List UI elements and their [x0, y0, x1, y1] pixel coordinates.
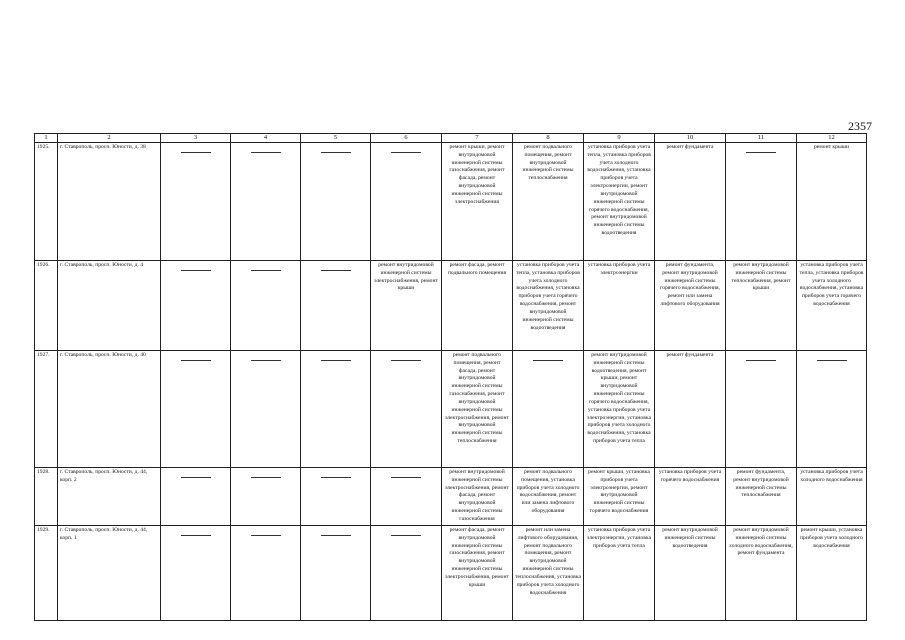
address-cell: г. Ставрополь, просп. Юности, д. 40	[58, 351, 161, 468]
dash-mark	[321, 270, 351, 271]
work-cell: ремонт подвального помещения, ремонт фасада, ремонт внутридомовой инженерной системы газоснабжения, ремонт внутридомовой инженерной системы электроснабжения, ремонт внутридомовой инженерной системы теплоснабжения	[442, 351, 513, 468]
dash-mark	[533, 360, 563, 361]
column-number: 12	[797, 134, 867, 143]
empty-cell	[301, 526, 371, 621]
work-cell: установка приборов учета электроэнергии	[584, 261, 655, 351]
work-cell: ремонт внутридомовой инженерной системы электроснабжения, ремонт крыши	[371, 261, 442, 351]
dash-mark	[321, 360, 351, 361]
empty-cell	[231, 526, 301, 621]
work-cell: ремонт крыши, ремонт внутридомовой инженерной системы газоснабжения, ремонт фасада, ремонт внутридомовой инженерной системы электроснабжения	[442, 143, 513, 261]
column-number: 7	[442, 134, 513, 143]
empty-cell	[231, 261, 301, 351]
work-schedule-table	[34, 133, 867, 621]
dash-mark	[321, 535, 351, 536]
dash-mark	[251, 535, 281, 536]
table-row	[35, 261, 867, 351]
empty-cell	[371, 351, 442, 468]
work-cell: ремонт внутридомовой инженерной системы электроснабжения, ремонт фасада, ремонт внутридомовой инженерной системы газоснабжения	[442, 468, 513, 526]
empty-cell	[797, 351, 867, 468]
dash-mark	[321, 152, 351, 153]
dash-mark	[746, 152, 776, 153]
work-cell: установка приборов учета тепла, установка приборов учета холодного водоснабжения, установка приборов учета электроэнергии, ремонт внутридомовой инженерной системы горячего водоснабжения, ремонт внутридомовой инженерной системы водоотведения	[584, 143, 655, 261]
table-row	[35, 468, 867, 526]
address-cell: г. Ставрополь, просп. Юности, д. 44, корп. 1	[58, 526, 161, 621]
dash-mark	[391, 535, 421, 536]
dash-mark	[251, 360, 281, 361]
dash-mark	[181, 360, 211, 361]
column-number: 11	[726, 134, 797, 143]
dash-mark	[251, 152, 281, 153]
empty-cell	[231, 143, 301, 261]
dash-mark	[181, 270, 211, 271]
work-cell: ремонт внутридомовой инженерной системы водоотведения	[655, 526, 726, 621]
empty-cell	[161, 143, 231, 261]
empty-cell	[301, 468, 371, 526]
column-number: 3	[161, 134, 231, 143]
empty-cell	[301, 143, 371, 261]
work-cell: ремонт фундамента, ремонт внутридомовой инженерной системы горячего водоснабжения, ремонт или замена лифтового оборудования	[655, 261, 726, 351]
empty-cell	[301, 351, 371, 468]
work-cell: установка приборов учета тепла, установка приборов учета холодного водоснабжения, установка приборов учета горячего водоснабжения	[797, 261, 867, 351]
dash-mark	[181, 535, 211, 536]
dash-mark	[181, 152, 211, 153]
work-cell: ремонт внутридомовой инженерной системы водоотведения, ремонт крыши, ремонт внутридомовой инженерной системы горячего водоснабжения, установка приборов учета электроэнергии, установка приборов учета холодного водоснабжения, установка приборов учета тепла	[584, 351, 655, 468]
empty-cell	[726, 143, 797, 261]
dash-mark	[391, 360, 421, 361]
column-number: 1	[35, 134, 58, 143]
address-cell: г. Ставрополь, просп. Юности, д. 4	[58, 261, 161, 351]
column-number: 4	[231, 134, 301, 143]
work-cell: установка приборов учета горячего водоснабжения	[655, 468, 726, 526]
work-cell: ремонт фундамента	[655, 143, 726, 261]
work-cell: ремонт фасада, ремонт подвального помещения	[442, 261, 513, 351]
row-number: 1927.	[35, 351, 58, 468]
address-cell: г. Ставрополь, просп. Юности, д. 38	[58, 143, 161, 261]
row-number: 1929.	[35, 526, 58, 621]
dash-mark	[321, 477, 351, 478]
work-cell: установка приборов учета электроэнергии, установка приборов учета тепла	[584, 526, 655, 621]
column-number: 10	[655, 134, 726, 143]
dash-mark	[391, 477, 421, 478]
dash-mark	[251, 270, 281, 271]
work-cell: ремонт подвального помещения, ремонт внутридомовой инженерной системы теплоснабжения	[513, 143, 584, 261]
dash-mark	[817, 360, 847, 361]
dash-mark	[391, 152, 421, 153]
row-number: 1928.	[35, 468, 58, 526]
table-row	[35, 351, 867, 468]
empty-cell	[161, 351, 231, 468]
work-cell: ремонт фундамента, ремонт внутридомовой инженерной системы теплоснабжения	[726, 468, 797, 526]
dash-mark	[746, 360, 776, 361]
empty-cell	[161, 526, 231, 621]
empty-cell	[161, 468, 231, 526]
column-number: 8	[513, 134, 584, 143]
column-number: 9	[584, 134, 655, 143]
address-cell: г. Ставрополь, просп. Юности, д. 44, корп. 2	[58, 468, 161, 526]
page-number: 2357	[848, 119, 872, 133]
work-cell: ремонт или замена лифтового оборудования, ремонт подвального помещения, ремонт внутридомовой инженерной системы теплоснабжения, установка приборов учета холодного водоснабжения	[513, 526, 584, 621]
work-cell: ремонт внутридомовой инженерной системы теплоснабжения, ремонт крыши	[726, 261, 797, 351]
empty-cell	[231, 468, 301, 526]
work-cell: ремонт фундамента	[655, 351, 726, 468]
column-number: 5	[301, 134, 371, 143]
empty-cell	[371, 468, 442, 526]
column-number: 6	[371, 134, 442, 143]
table-row	[35, 143, 867, 261]
work-cell: установка приборов учета тепла, установка приборов учета холодного водоснабжения, установка приборов учета горячего водоснабжения, ремонт внутридомовой инженерной системы водоотведения	[513, 261, 584, 351]
dash-mark	[251, 477, 281, 478]
work-cell: ремонт подвального помещения, установка приборов учета холодного водоснабжения, ремонт или замена лифтового оборудования	[513, 468, 584, 526]
empty-cell	[301, 261, 371, 351]
dash-mark	[181, 477, 211, 478]
empty-cell	[231, 351, 301, 468]
column-number: 2	[58, 134, 161, 143]
empty-cell	[161, 261, 231, 351]
work-cell: ремонт фасада, ремонт внутридомовой инженерной системы газоснабжения, ремонт внутридомовой инженерной системы электроснабжения, ремонт крыши	[442, 526, 513, 621]
column-number-row	[35, 134, 867, 143]
work-cell: ремонт крыши	[797, 143, 867, 261]
empty-cell	[371, 526, 442, 621]
row-number: 1925.	[35, 143, 58, 261]
table-body	[35, 134, 867, 621]
work-cell: ремонт крыши, установка приборов учета холодного водоснабжения	[797, 526, 867, 621]
table-row	[35, 526, 867, 621]
work-cell: установка приборов учета холодного водоснабжения	[797, 468, 867, 526]
empty-cell	[726, 351, 797, 468]
work-cell: ремонт крыши, установка приборов учета электроэнергии, ремонт внутридомовой инженерной системы горячего водоснабжения	[584, 468, 655, 526]
empty-cell	[371, 143, 442, 261]
row-number: 1926.	[35, 261, 58, 351]
empty-cell	[513, 351, 584, 468]
work-cell: ремонт внутридомовой инженерной системы холодного водоснабжения, ремонт фундамента	[726, 526, 797, 621]
